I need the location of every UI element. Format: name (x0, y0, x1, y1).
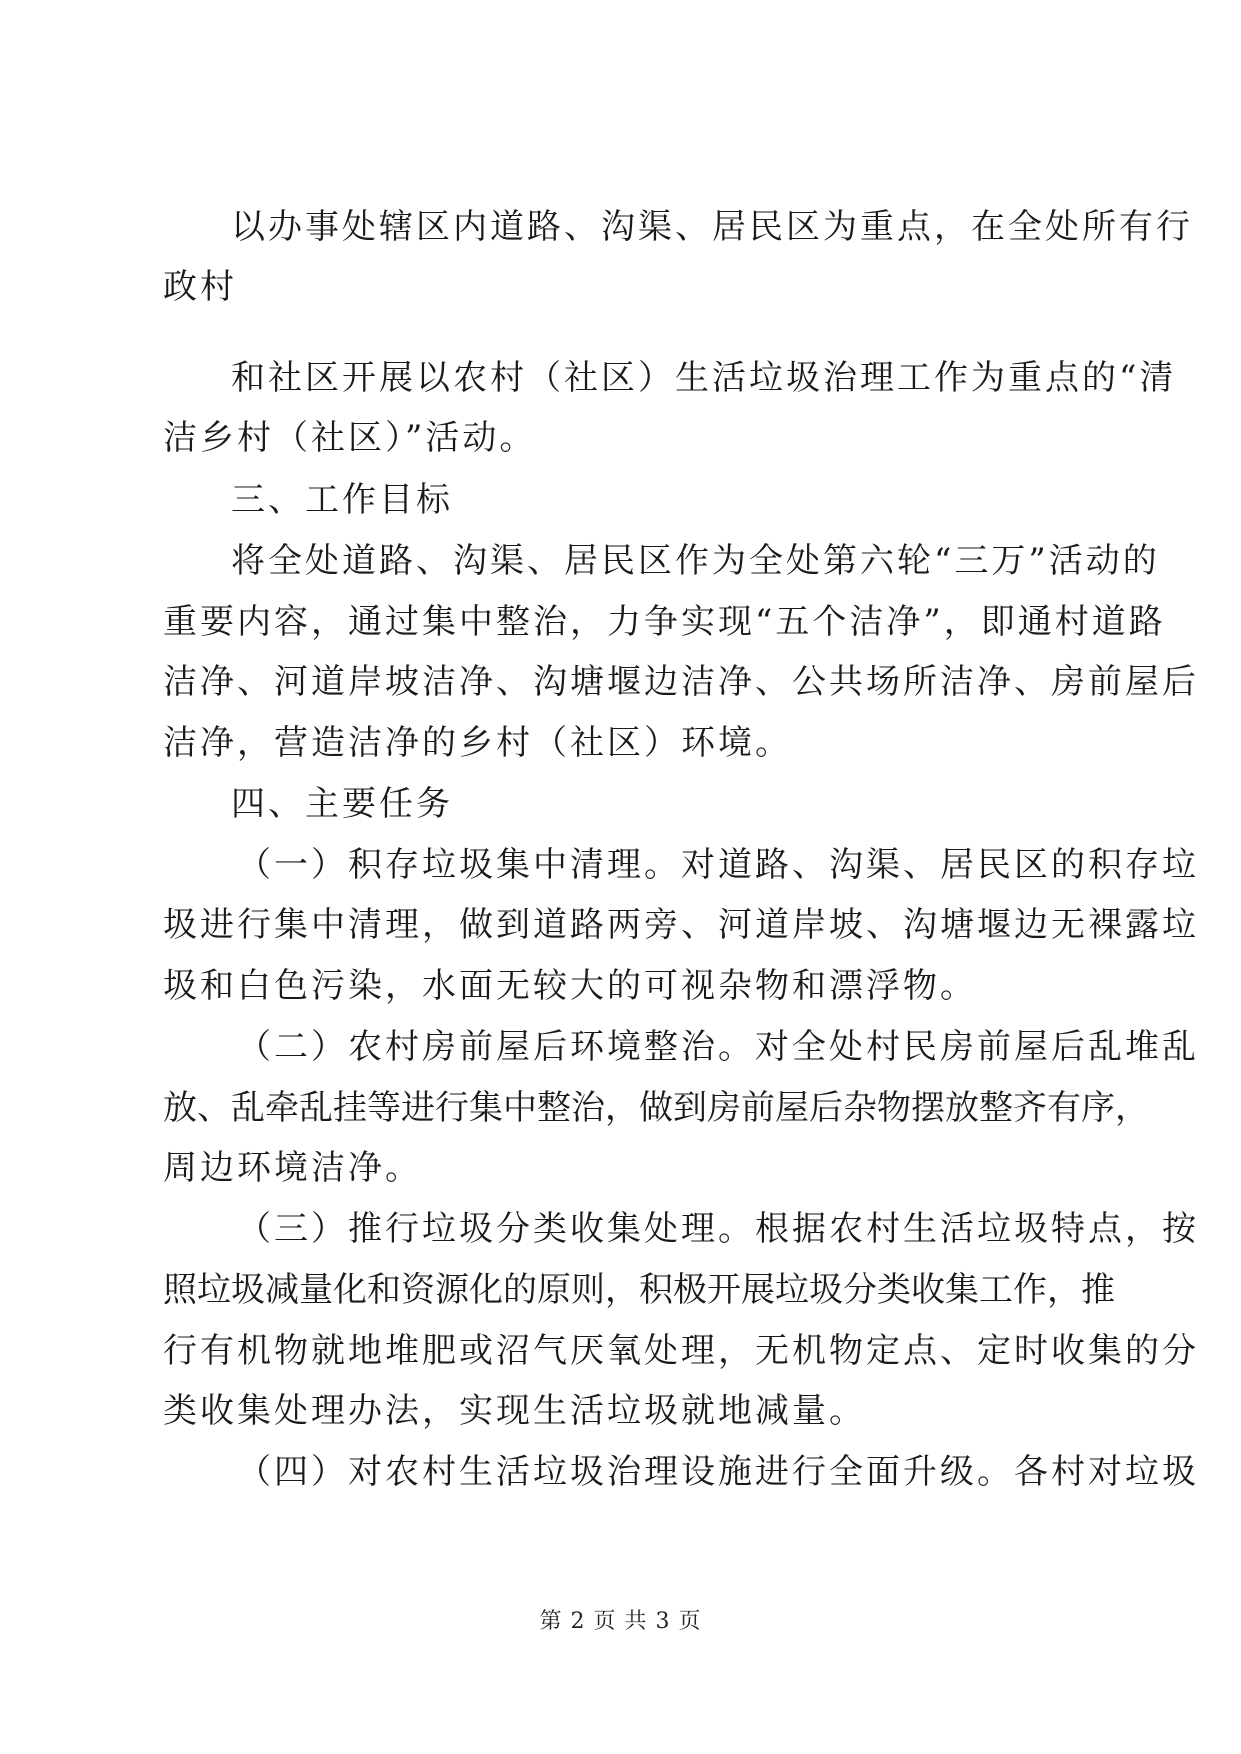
text-line-18: 照垃圾减量化和资源化的原则，积极开展垃圾分类收集工作，推 (163, 1270, 1115, 1310)
text-line-11: （一）积存垃圾集中清理。对道路、沟渠、居民区的积存垃 (237, 845, 1199, 885)
text-line-17: （三）推行垃圾分类收集处理。根据农村生活垃圾特点，按 (237, 1209, 1199, 1249)
text-line-13: 圾和白色污染，水面无较大的可视杂物和漂浮物。 (163, 966, 977, 1006)
text-line-2: 政村 (163, 267, 237, 307)
text-line-6: 将全处道路、沟渠、居民区作为全处第六轮“三万”活动的 (231, 541, 1160, 581)
text-line-4: 洁乡村（社区）”活动。 (163, 418, 537, 458)
text-line-9: 洁净，营造洁净的乡村（社区）环境。 (163, 723, 792, 763)
text-line-20: 类收集处理办法，实现生活垃圾就地减量。 (163, 1391, 866, 1431)
text-line-15: 放、乱牵乱挂等进行集中整治，做到房前屋后杂物摆放整齐有序， (163, 1088, 1149, 1128)
text-line-12: 圾进行集中清理，做到道路两旁、河道岸坡、沟塘堰边无裸露垃 (163, 905, 1199, 945)
text-line-16: 周边环境洁净。 (163, 1148, 422, 1188)
page-number-footer: 第 2 页 共 3 页 (539, 1609, 702, 1634)
text-line-14: （二）农村房前屋后环境整治。对全处村民房前屋后乱堆乱 (237, 1027, 1199, 1067)
text-line-21: （四）对农村生活垃圾治理设施进行全面升级。各村对垃圾 (237, 1452, 1199, 1492)
section-heading-goals: 三、工作目标 (231, 480, 453, 520)
text-line-7: 重要内容，通过集中整治，力争实现“五个洁净”，即通村道路 (163, 602, 1166, 642)
text-line-8: 洁净、河道岸坡洁净、沟塘堰边洁净、公共场所洁净、房前屋后 (163, 662, 1199, 702)
section-heading-tasks: 四、主要任务 (231, 784, 453, 824)
text-line-3: 和社区开展以农村（社区）生活垃圾治理工作为重点的“清 (231, 358, 1177, 398)
text-line-19: 行有机物就地堆肥或沼气厌氧处理，无机物定点、定时收集的分 (163, 1331, 1199, 1371)
text-line-1: 以办事处辖区内道路、沟渠、居民区为重点，在全处所有行 (231, 207, 1193, 247)
